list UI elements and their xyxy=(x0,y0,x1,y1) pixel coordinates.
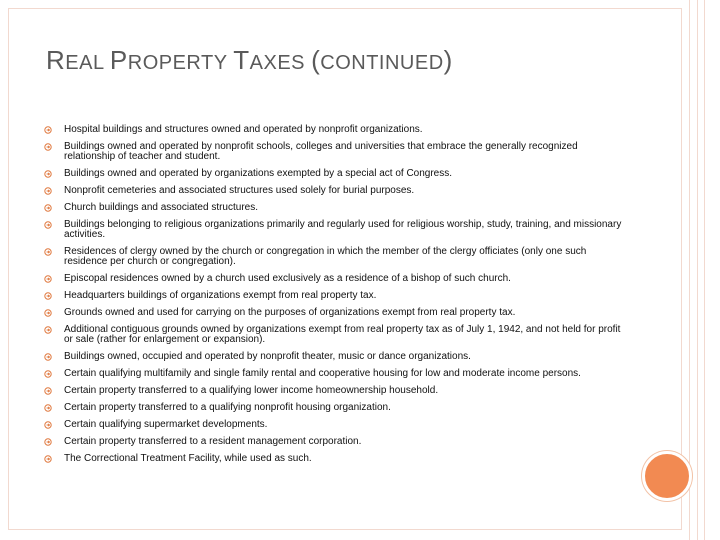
list-item xyxy=(44,325,624,345)
bullet-icon xyxy=(44,170,52,178)
list-item xyxy=(44,125,624,135)
right-border-line-1 xyxy=(689,0,690,540)
list-item xyxy=(44,437,624,447)
list-item-text: Additional contiguous grounds owned by organizations exempt from real property tax as of July 1, 1942, and not held for profit or sale (rather for enlargement or expansion). xyxy=(64,324,621,345)
list-item xyxy=(44,220,624,240)
bullet-icon xyxy=(44,353,52,361)
list-item xyxy=(44,369,624,379)
list-item-text: Residences of clergy owned by the church or congregation in which the member of the clergy officiates (only one such residence per church or congregation). xyxy=(64,246,587,267)
bullet-icon xyxy=(44,143,52,151)
bullet-icon xyxy=(44,370,52,378)
bullet-icon xyxy=(44,455,52,463)
right-border-line-2 xyxy=(697,0,698,540)
list-item-text: Certain qualifying multifamily and single family rental and cooperative housing for low and moderate income persons. xyxy=(64,368,581,379)
decorative-orange-circle xyxy=(642,451,692,501)
list-item xyxy=(44,274,624,284)
bullet-icon xyxy=(44,248,52,256)
list-item-text: Headquarters buildings of organizations exempt from real property tax. xyxy=(64,290,377,301)
list-item xyxy=(44,291,624,301)
bullet-icon xyxy=(44,309,52,317)
list-item xyxy=(44,352,624,362)
title-part: T xyxy=(233,45,250,75)
list-item-text: Buildings owned and operated by nonprofit schools, colleges and universities that embrace the generally recognized relationship of teacher and student. xyxy=(64,141,578,162)
list-item-text: Buildings owned and operated by organizations exempted by a special act of Congress. xyxy=(64,168,453,179)
bullet-icon xyxy=(44,292,52,300)
list-item-text: Certain property transferred to a qualifying nonprofit housing organization. xyxy=(64,402,391,413)
list-item-text: Buildings belonging to religious organizations primarily and regularly used for religious worship, study, training, and missionary activities. xyxy=(64,219,622,240)
title-part: AXES xyxy=(249,52,312,74)
list-item xyxy=(44,186,624,196)
list-item xyxy=(44,247,624,267)
title-part: P xyxy=(109,45,128,75)
list-item-text: Nonprofit cemeteries and associated structures used solely for burial purposes. xyxy=(64,185,415,196)
list-item-text: Certain property transferred to a qualifying lower income homeownership household. xyxy=(64,385,439,396)
list-item-text: Hospital buildings and structures owned and operated by nonprofit organizations. xyxy=(64,124,423,135)
list-item xyxy=(44,454,624,464)
title-part: R xyxy=(46,45,66,75)
bullet-icon xyxy=(44,221,52,229)
list-item xyxy=(44,403,624,413)
exemption-list xyxy=(44,125,624,471)
list-item-text: Certain property transferred to a resident management corporation. xyxy=(64,436,362,447)
bullet-icon xyxy=(44,438,52,446)
bullet-icon xyxy=(44,421,52,429)
list-item-text: Episcopal residences owned by a church used exclusively as a residence of a bishop of such church. xyxy=(64,273,511,284)
bullet-icon xyxy=(44,204,52,212)
bullet-icon xyxy=(44,387,52,395)
list-item xyxy=(44,203,624,213)
list-item xyxy=(44,308,624,318)
title-part: ) xyxy=(443,45,453,75)
list-item-text: Buildings owned, occupied and operated by nonprofit theater, music or dance organizations. xyxy=(64,351,471,362)
list-item xyxy=(44,386,624,396)
bullet-icon xyxy=(44,326,52,334)
list-item-text: Church buildings and associated structures. xyxy=(64,202,258,213)
page-title xyxy=(46,40,453,77)
title-part: CONTINUED xyxy=(320,52,444,74)
title-part: EAL xyxy=(65,52,110,74)
bullet-icon xyxy=(44,404,52,412)
bullet-icon xyxy=(44,275,52,283)
list-item xyxy=(44,142,624,162)
bullet-icon xyxy=(44,187,52,195)
list-item xyxy=(44,169,624,179)
list-item-text: Grounds owned and used for carrying on the purposes of organizations exempt from real property tax. xyxy=(64,307,516,318)
title-part: ( xyxy=(311,45,321,75)
list-item xyxy=(44,420,624,430)
bullet-icon xyxy=(44,126,52,134)
right-border-line-3 xyxy=(704,0,705,540)
list-item-text: Certain qualifying supermarket developments. xyxy=(64,419,268,430)
title-part: ROPERTY xyxy=(127,52,234,74)
list-item-text: The Correctional Treatment Facility, while used as such. xyxy=(64,453,312,464)
